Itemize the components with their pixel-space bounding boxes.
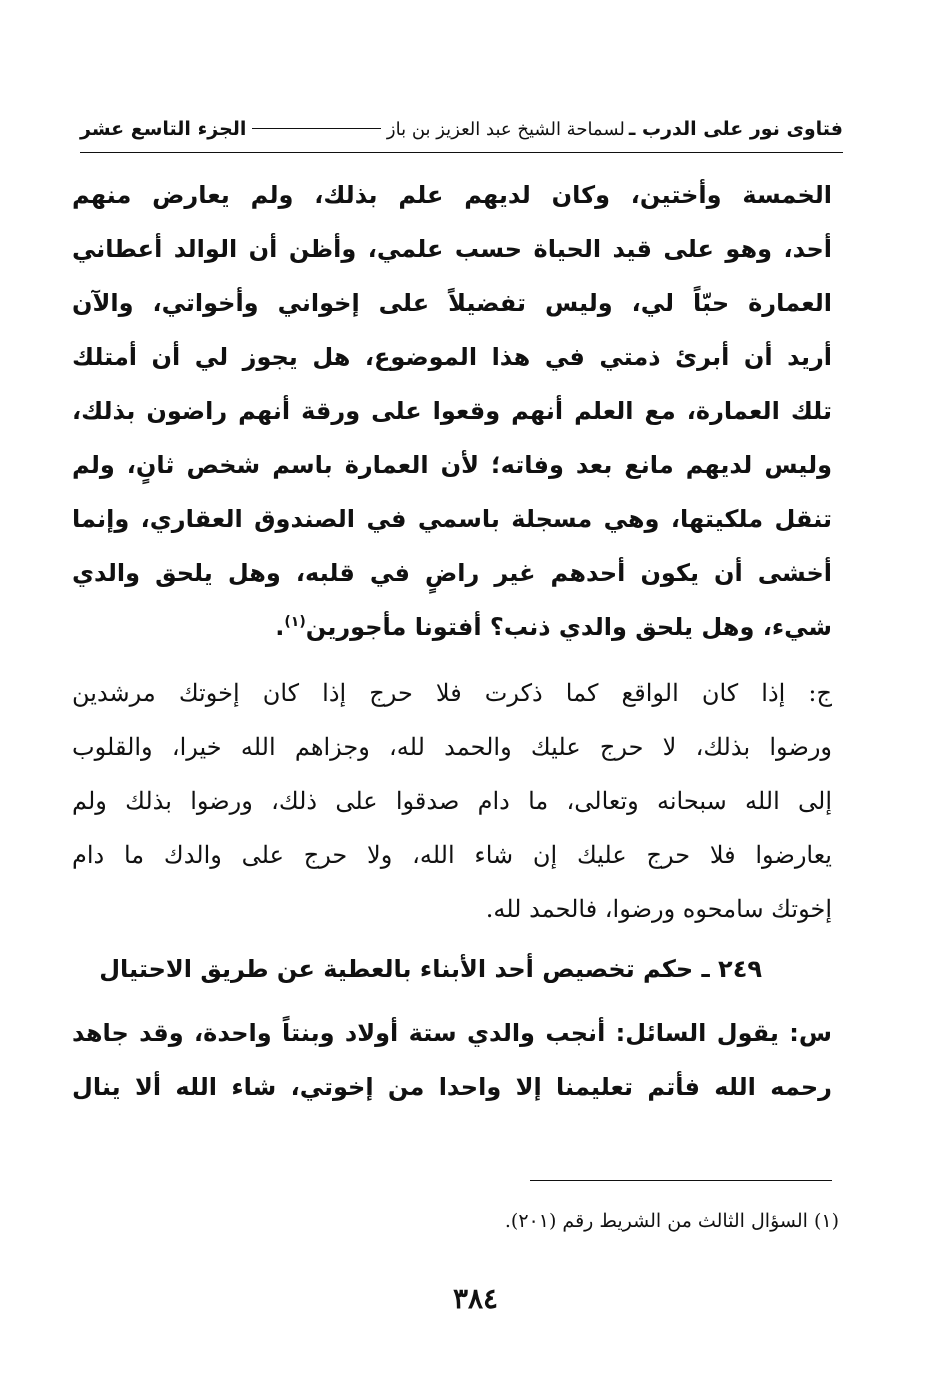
footnote: (١) السؤال الثالث من الشريط رقم (٢٠١). (504, 1210, 839, 1232)
text-line: ج: إذا كان الواقع كما ذكرت فلا حرج إذا كان إخوتك مرشدين (72, 679, 832, 707)
text-line: أحد، وهو على قيد الحياة حسب علمي، وأظن أن الوالد أعطاني (72, 235, 832, 263)
text-line-last (72, 600, 832, 654)
end-punctuation: . (275, 613, 285, 641)
question-paragraph (72, 168, 832, 654)
text-line: تنقل ملكيتها، وهي مسجلة باسمي في الصندوق العقاري، وإنما (72, 505, 832, 533)
text-line: يعارضوا فلا حرج عليك إن شاء الله، ولا حرج على والدك ما دام (72, 841, 832, 869)
text-line: أريد أن أبرئ ذمتي في هذا الموضوع، هل يجوز لي أن أمتلك (72, 343, 832, 371)
footnote-separator (530, 1180, 832, 1181)
answer-paragraph (72, 666, 832, 936)
text-line: أخشى أن يكون أحدهم غير راضٍ في قلبه، وهل يلحق والدي (72, 559, 832, 587)
running-header (80, 118, 843, 154)
text-line: العمارة حبّاً لي، وليس تفضيلاً على إخواني وأخواتي، والآن (72, 289, 832, 317)
text-line: تلك العمارة، مع العلم أنهم وقعوا على ورقة أنهم راضون بذلك، (72, 397, 832, 425)
book-title: فتاوى نور على الدرب ـ (628, 118, 843, 140)
text-line-last: إخوتك سامحوه ورضوا، فالحمد لله. (485, 895, 832, 923)
page-number: ٣٨٤ (452, 1282, 499, 1315)
section-heading: ٢٤٩ ـ حكم تخصيص أحد الأبناء بالعطية عن طريق الاحتيال (99, 955, 762, 983)
text-line-content: شيء، وهل يلحق والدي ذنب؟ أفتونا مأجورين (305, 613, 832, 641)
question-paragraph-2 (72, 1006, 832, 1114)
text-line: إلى الله سبحانه وتعالى، ما دام صدقوا على ذلك، ورضوا بذلك ولم (72, 787, 832, 815)
author-name: لسماحة الشيخ عبد العزيز بن باز (386, 119, 625, 140)
header-dash-rule (252, 128, 380, 129)
volume-label: الجزء التاسع عشر (80, 118, 247, 140)
text-line: الخمسة وأختين، وكان لديهم علم بذلك، ولم يعارض منهم (72, 181, 832, 209)
text-line: وليس لديهم مانع بعد وفاته؛ لأن العمارة باسم شخص ثانٍ، ولم (72, 451, 832, 479)
header-underline (80, 152, 843, 153)
text-line: ورضوا بذلك، لا حرج عليك والحمد لله، وجزاهم الله خيرا، والقلوب (72, 733, 832, 761)
text-line: س: يقول السائل: أنجب والدي ستة أولاد وبنتاً واحدة، وقد جاهد (72, 1019, 832, 1047)
text-line: رحمه الله فأتم تعليمنا إلا واحدا من إخوتي، شاء الله ألا ينال (72, 1073, 832, 1101)
footnote-reference[interactable]: (١) (284, 614, 306, 630)
